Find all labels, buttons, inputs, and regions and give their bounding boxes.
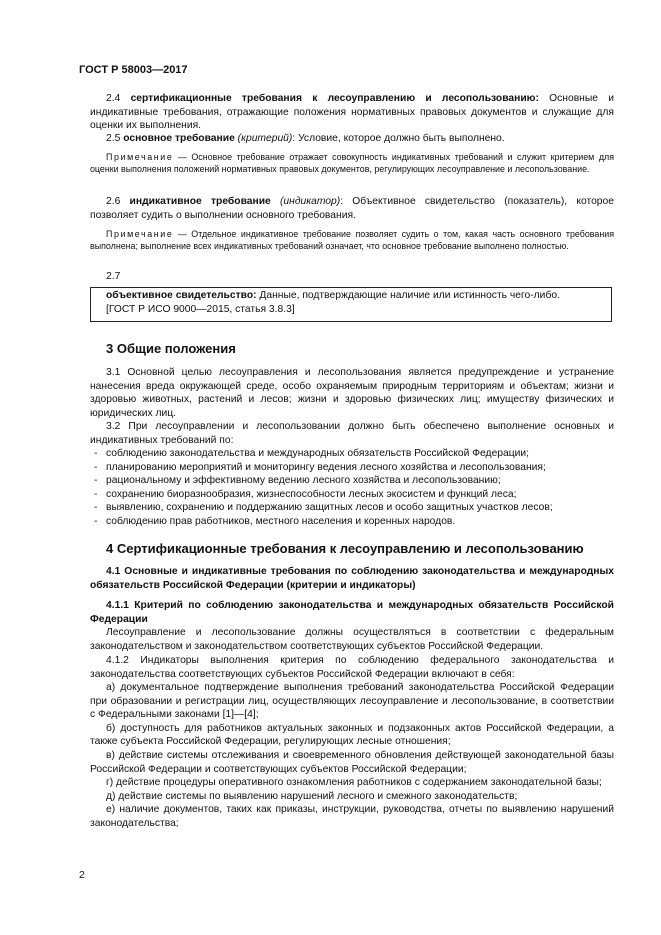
box-right-border <box>611 288 612 321</box>
definition-2-7-box <box>90 287 612 322</box>
list-item: в) действие системы отслеживания и своевременного обновления действующей законодательной базы Российской Федерации и соответствующих субъектов Российской Федерации; <box>90 749 614 775</box>
term-alternative: (критерий) <box>237 133 293 144</box>
list-item: д) действие системы по выявлению нарушений лесного и смежного законодательств; <box>106 790 518 802</box>
dash-marker: - <box>94 502 98 514</box>
source-reference: [ГОСТ Р ИСО 9000—2015, статья 3.8.3] <box>106 304 295 315</box>
list-item <box>90 474 614 488</box>
note-text: — Основное требование отражает совокупность индикативных требований и служит критерием для оценки выполнения положений нормативных правовых документов, регулирующих лесоуправление и лесопользование. <box>90 152 614 175</box>
clause-4-1-heading: 4.1 Основные и индикативные требования по соблюдению законодательства и международных обязательств Российской Федерации (критерии и индикаторы) <box>90 566 614 591</box>
definition-2-6 <box>90 195 614 222</box>
dash-marker: - <box>94 515 98 527</box>
list-item <box>90 515 614 529</box>
indicators-list <box>90 681 614 831</box>
clause-4-1-1-heading: 4.1.1 Критерий по соблюдению законодательства и международных обязательств Российской Федерации <box>90 600 614 625</box>
note-1 <box>90 151 614 175</box>
box-left-border <box>90 288 91 321</box>
definition-text: Основные и индикативные требования, отражающие положения нормативных правовых документов и служащие для оценки их выполнения. <box>90 93 614 132</box>
list-item <box>90 461 614 475</box>
note-2 <box>90 228 614 252</box>
term: сертификационные требования к лесоуправлению и лесопользованию: <box>130 93 539 104</box>
clause-number: 2.5 <box>106 133 121 144</box>
section-3-heading: 3 Общие положения <box>106 341 236 356</box>
list-item-text: рациональному и эффективному ведению лесного хозяйства и лесопользованию; <box>106 475 501 487</box>
list-item: е) наличие документов, таких как приказы, инструкции, руководства, отчеты по выявлению нарушений законодательства; <box>90 804 614 829</box>
note-label: Примечание <box>106 152 174 162</box>
list-item: а) документальное подтверждение выполнения требований законодательства Российской Федерации при образовании и регистрации лиц, осуществляющих лесоуправление и лесопользование, в соответствии с Федеральными законами [1]—[4]; <box>90 682 614 721</box>
list-item-text: сохранению биоразнообразия, жизнеспособности лесных экосистем и функций леса; <box>106 488 517 500</box>
definition-text: Данные, подтверждающие наличие или истинность чего-либо. <box>256 290 560 301</box>
list-item <box>90 488 614 502</box>
note-text: — Отдельное индикативное требование позволяет судить о том, какая часть основного требования выполнена; выполнение всех индикативных требований означает, что основное требование выполнено полностью. <box>90 229 614 252</box>
dash-marker: - <box>94 448 98 459</box>
list-item-text: соблюдению прав работников, местного населения и коренных народов. <box>106 515 456 527</box>
definition-2-5 <box>90 132 614 146</box>
clause-4-1-2-text: 4.1.2 Индикаторы выполнения критерия по соблюдению федерального законодательства и законодательства соответствующих субъектов Российской Федерации включают в себя: <box>90 655 614 680</box>
requirements-list <box>90 447 614 529</box>
list-item <box>90 447 614 461</box>
dash-marker: - <box>94 461 98 473</box>
dash-marker: - <box>94 488 98 500</box>
clause-4-1-1-text: Лесоуправление и лесопользование должны осуществляться в соответствии с федеральным законодательством и законодательством соответствующих субъектов Российской Федерации. <box>90 627 614 652</box>
list-item: г) действие процедуры оперативного ознакомления работников с содержанием законодательной базы; <box>106 777 602 789</box>
term: основное требование <box>123 133 235 144</box>
term: объективное свидетельство: <box>106 290 257 301</box>
page-number: 2 <box>79 869 85 881</box>
clause-3-1: 3.1 Основной целью лесоуправления и лесопользования является предупреждение и устранение нанесения вреда окружающей среде, особо охраняемым природным территориям и объектам; жизни и здоровью животных, растений и лесов; жизни и здоровью физических лиц; имуществу физических и юридических лиц. <box>90 367 614 419</box>
list-item-text: соблюдению законодательства и международных обязательств Российской Федерации; <box>106 448 530 459</box>
note-label: Примечание <box>106 229 174 239</box>
list-item-text: планированию мероприятий и мониторингу ведения лесного хозяйства и лесопользования; <box>106 461 546 473</box>
document-header: ГОСТ Р 58003—2017 <box>79 64 188 76</box>
clause-number-2-7: 2.7 <box>106 271 121 282</box>
definition-text: : Условие, которое должно быть выполнено. <box>292 133 505 144</box>
list-item <box>90 501 614 515</box>
definition-2-7 <box>106 289 606 317</box>
definition-text: : Объективное свидетельство (показатель), которое позволяет судить о выполнении основного требования. <box>90 196 614 221</box>
term-alternative: (индикатор) <box>280 196 341 207</box>
clause-number: 2.6 <box>106 196 121 207</box>
term: индикативное требование <box>129 196 271 207</box>
dash-marker: - <box>94 475 98 487</box>
list-item: б) доступность для работников актуальных законных и подзаконных актов Российской Федерации, а также субъекта Российской Федерации, регулирующих лесные отношения; <box>90 722 614 748</box>
clause-number: 2.4 <box>106 93 121 104</box>
clause-3-2: 3.2 При лесоуправлении и лесопользовании должно быть обеспечено выполнение основных и индикативных требований по: <box>90 421 614 446</box>
list-item-text: выявлению, сохранению и поддержанию защитных лесов и особо защитных участков лесов; <box>106 502 553 514</box>
section-4-heading: 4 Сертификационные требования к лесоуправлению и лесопользованию <box>106 541 584 556</box>
definition-2-4 <box>90 92 614 133</box>
